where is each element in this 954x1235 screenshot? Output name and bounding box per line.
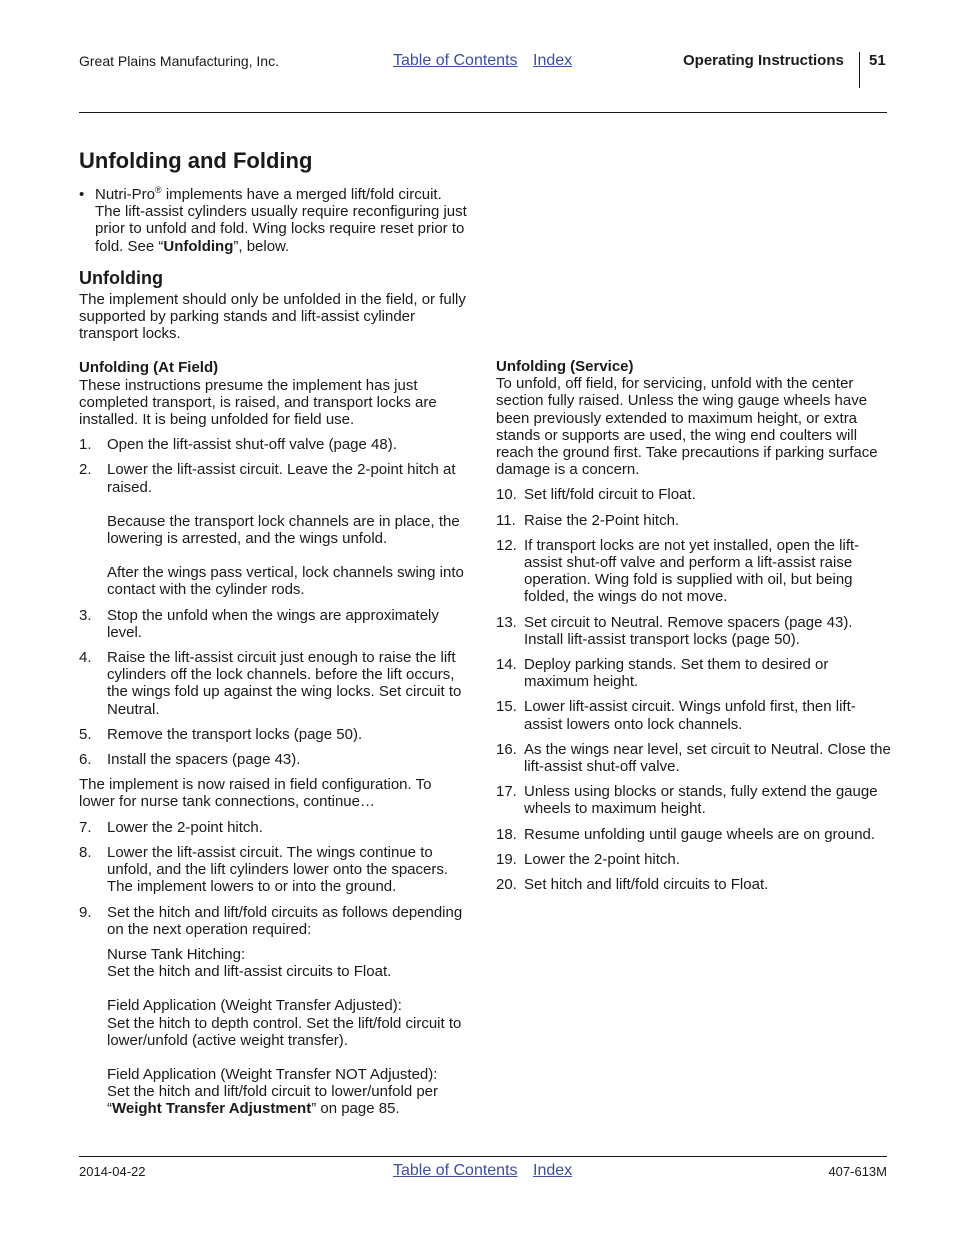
step-text: Remove the transport locks (page 50). xyxy=(107,725,363,743)
bullet-bold: Unfolding xyxy=(163,237,234,255)
step-subnote: After the wings pass vertical, lock channels swing into contact with the cylinder rods. xyxy=(107,564,464,599)
step-number: 15. xyxy=(496,698,517,716)
step-item xyxy=(496,614,891,648)
step-number: 8. xyxy=(79,843,92,861)
mid-note: The implement is now raised in field configuration. To lower for nurse tank connections, continue… xyxy=(79,776,432,811)
unfolding-intro: The implement should only be unfolded in the field, or fully supported by parking stands and lift-assist cylinder transport locks. xyxy=(79,290,466,343)
field-intro: These instructions presume the implement has just completed transport, is raised, and transport locks are installed. It is being unfolded for field use. xyxy=(79,376,437,429)
intro-bullet xyxy=(79,186,469,255)
step-number: 18. xyxy=(496,825,517,843)
step-text: As the wings near level, set circuit to Neutral. Close the lift-assist shut-off valve. xyxy=(524,740,891,776)
step-item xyxy=(496,741,891,775)
step-number: 10. xyxy=(496,486,517,504)
step-item xyxy=(79,461,469,598)
step-item xyxy=(496,656,891,690)
step-text: Resume unfolding until gauge wheels are on ground. xyxy=(524,825,876,843)
step-number: 12. xyxy=(496,536,517,554)
step-text: Deploy parking stands. Set them to desired or maximum height. xyxy=(524,656,829,691)
header-rule xyxy=(79,112,887,113)
step-number: 7. xyxy=(79,818,92,836)
step-number: 5. xyxy=(79,725,92,743)
header-divider xyxy=(859,52,860,88)
field-steps-b xyxy=(79,819,469,938)
step-text: Set circuit to Neutral. Remove spacers (page 43). Install lift-assist transport locks (page 50). xyxy=(524,613,853,648)
step-number: 19. xyxy=(496,850,517,868)
step-text: Set the hitch and lift/fold circuits as follows depending on the next operation required: xyxy=(107,903,463,938)
step-number: 13. xyxy=(496,613,517,631)
step-item xyxy=(496,537,891,606)
option-nurse-text: Set the hitch and lift-assist circuits to Float. xyxy=(107,963,392,981)
step-item xyxy=(79,844,469,896)
bullet-text-a: implements have a merged lift/fold circuit. The lift-assist cylinders usually require reconfiguring just prior to unfold and fold. Wing locks require reset prior to fold. See “ xyxy=(95,186,467,255)
option-wt-adj-text: Set the hitch to depth control. Set the lift/fold circuit to lower/unfold (active weight transfer). xyxy=(107,1014,462,1049)
registered-mark: ® xyxy=(155,185,162,195)
step-number: 9. xyxy=(79,903,92,921)
step-text: Set hitch and lift/fold circuits to Float. xyxy=(524,876,769,894)
step-text: If transport locks are not yet installed, open the lift-assist shut-off valve and perform a lift-assist raise operation. Wing fold is supplied with oil, but being folded, the wings do not move. xyxy=(524,536,860,606)
step-text: Set lift/fold circuit to Float. xyxy=(524,486,696,504)
step9-options xyxy=(79,946,469,1118)
step-text: Raise the lift-assist circuit just enough to raise the lift cylinders off the lock channels. before the lift occurs, the wings fold up against the wing locks. Set circuit to Neutral. xyxy=(107,649,462,718)
bullet-dot: • xyxy=(79,186,85,203)
step-item xyxy=(496,851,891,868)
step-text: Lower the 2-point hitch. xyxy=(107,818,263,836)
step-item xyxy=(496,486,891,503)
section-title: Operating Instructions xyxy=(683,52,844,69)
step-text: Install the spacers (page 43). xyxy=(107,751,301,769)
footer-doc-number: 407-613M xyxy=(828,1164,887,1179)
header-index-link[interactable]: Index xyxy=(533,52,573,69)
page-number: 51 xyxy=(869,52,886,69)
field-heading: Unfolding (At Field) xyxy=(79,359,219,377)
step-number: 2. xyxy=(79,461,92,479)
option-wt-not-label: Field Application (Weight Transfer NOT Adjusted): xyxy=(107,1065,438,1083)
step-item xyxy=(79,751,469,768)
option-nurse-label: Nurse Tank Hitching: xyxy=(107,945,246,963)
field-steps-a xyxy=(79,436,469,768)
step-item xyxy=(496,826,891,843)
step-item xyxy=(496,512,891,529)
option-wt-not-text-b: ” on page 85. xyxy=(311,1100,400,1118)
option-wt-not-bold: Weight Transfer Adjustment xyxy=(112,1100,312,1118)
step-number: 3. xyxy=(79,606,92,624)
footer-index-link[interactable]: Index xyxy=(533,1162,573,1179)
step-number: 16. xyxy=(496,740,517,758)
step-item xyxy=(496,783,891,817)
step-number: 1. xyxy=(79,436,92,454)
step-subnote: Because the transport lock channels are in place, the lowering is arrested, and the wings unfold. xyxy=(107,512,460,548)
company-name: Great Plains Manufacturing, Inc. xyxy=(79,53,279,69)
footer-toc-link[interactable]: Table of Contents xyxy=(393,1162,518,1179)
step-item xyxy=(496,698,891,732)
footer-rule xyxy=(79,1156,887,1157)
page-title: Unfolding and Folding xyxy=(79,148,313,173)
step-text: Raise the 2-Point hitch. xyxy=(524,511,680,529)
service-intro: To unfold, off field, for servicing, unfold with the center section fully raised. Unless the wing gauge wheels have been previously extended to maximum height, or extra stands or supports are used, the wing end coulters will reach the ground first. Take precautions if parking surface damage is a concern. xyxy=(496,375,878,479)
option-wt-adj-label: Field Application (Weight Transfer Adjusted): xyxy=(107,997,402,1015)
footer-date: 2014-04-22 xyxy=(79,1164,146,1179)
step-item xyxy=(79,649,469,718)
bullet-brand: Nutri-Pro xyxy=(95,186,156,203)
step-text: Lower the lift-assist circuit. The wings continue to unfold, and the lift cylinders lower onto the spacers. The implement lowers to or into the ground. xyxy=(107,843,449,896)
step-text: Open the lift-assist shut-off valve (page 48). xyxy=(107,436,397,454)
step-item xyxy=(79,819,469,836)
step-text: Lower the lift-assist circuit. Leave the 2-point hitch at raised. xyxy=(107,461,456,496)
step-number: 11. xyxy=(496,511,516,529)
unfolding-heading: Unfolding xyxy=(79,267,163,288)
header-toc-link[interactable]: Table of Contents xyxy=(393,52,518,69)
step-item xyxy=(79,436,469,453)
step-item xyxy=(79,726,469,743)
step-item xyxy=(496,876,891,893)
step-item xyxy=(79,904,469,938)
step-number: 4. xyxy=(79,649,92,667)
right-column xyxy=(496,358,891,893)
option-wt-not-text-a: Set the hitch and lift/fold circuit to lower/unfold per “ xyxy=(107,1083,439,1118)
step-text: Stop the unfold when the wings are approximately level. xyxy=(107,606,439,641)
step-number: 6. xyxy=(79,751,92,769)
step-text: Unless using blocks or stands, fully extend the gauge wheels to maximum height. xyxy=(524,783,878,818)
option-wt-not-text xyxy=(107,1083,469,1117)
step-number: 17. xyxy=(496,783,517,801)
left-column xyxy=(79,148,469,1118)
step-number: 14. xyxy=(496,656,517,674)
step-item xyxy=(79,607,469,641)
service-steps xyxy=(496,486,891,893)
step-text: Lower lift-assist circuit. Wings unfold first, then lift-assist lowers onto lock channels. xyxy=(524,698,856,733)
service-heading: Unfolding (Service) xyxy=(496,358,634,375)
step-number: 20. xyxy=(496,876,517,894)
bullet-text-b: ”, below. xyxy=(233,237,290,255)
step-text: Lower the 2-point hitch. xyxy=(524,850,680,868)
